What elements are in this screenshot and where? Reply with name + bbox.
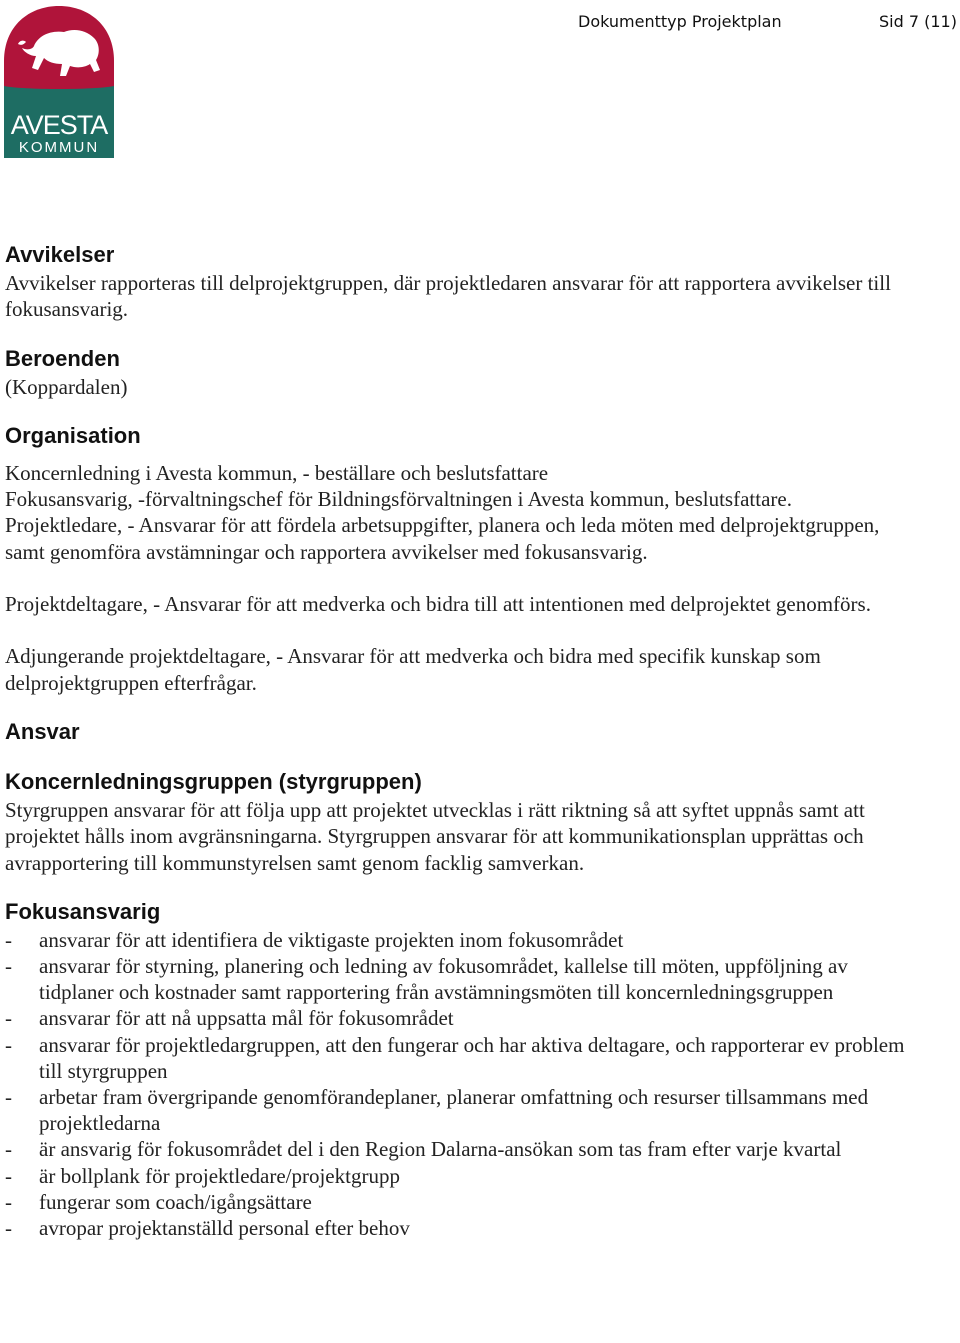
- logo-text-kommun: KOMMUN: [18, 139, 100, 156]
- heading-fokusansvarig: Fokusansvarig: [5, 898, 161, 924]
- list-item: - är bollplank för projektledare/projektgrupp: [5, 1163, 400, 1188]
- avesta-kommun-logo: [4, 6, 114, 158]
- heading-avvikelser: Avvikelser: [5, 242, 115, 267]
- paragraph-koncernledningsgruppen: Styrgruppen ansvarar för att följa upp att projektet utvecklas i rätt riktning så att syftet uppnås samt att projektet hålls inom avgränsningarna. Styrgruppen ansvarar för att kommunikationsplan upprättas och avrapportering till kommunstyrelsen samt genom facklig samverkan.: [5, 797, 865, 875]
- paragraph-organisation-4: Projektdeltagare, - Ansvarar för att medverka och bidra till att intentionen med delprojektet genomförs.: [5, 592, 871, 617]
- list-item: - fungerar som coach/igångsättare: [5, 1189, 312, 1214]
- heading-ansvar: Ansvar: [5, 718, 80, 744]
- list-item: - ansvarar för styrning, planering och ledning av fokusområdet, kallelse till möten, uppföljning av tidplaner och kostnader samt rapportering från avstämningsmöten till koncernledningsgruppen: [5, 954, 848, 1005]
- list-item: - ansvarar för att nå uppsatta mål för fokusområdet: [5, 1006, 454, 1031]
- heading-organisation: Organisation: [5, 422, 141, 448]
- paragraph-beroenden: (Koppardalen): [5, 374, 128, 399]
- document-body: [5, 240, 905, 1241]
- fokusansvarig-list: [5, 927, 905, 1241]
- paragraph-organisation-5: Adjungerande projektdeltagare, - Ansvarar för att medverka och bidra med specifik kunskap som delprojektgruppen efterfrågar.: [5, 644, 821, 695]
- paragraph-organisation-2: Fokusansvarig, -förvaltningschef för Bildningsförvaltningen i Avesta kommun, beslutsfattare.: [5, 487, 792, 512]
- list-item: - arbetar fram övergripande genomförandeplaner, planerar omfattning och resurser tillsammans med projektledarna: [5, 1085, 869, 1136]
- list-item: - avropar projektanställd personal efter behov: [5, 1216, 410, 1241]
- list-item: - är ansvarig för fokusområdet del i den Region Dalarna-ansökan som tas fram efter varje kvartal: [5, 1137, 842, 1162]
- document-type-label: Dokumenttyp Projektplan: [578, 12, 782, 31]
- heading-koncernledningsgruppen: Koncernledningsgruppen (styrgruppen): [5, 768, 422, 794]
- list-item: - ansvarar för projektledargruppen, att den fungerar och har aktiva deltagare, och rapporterar ev problem till styrgruppen: [5, 1032, 905, 1083]
- logo-shield-red-bottom: [4, 72, 114, 89]
- paragraph-organisation-1: Koncernledning i Avesta kommun, - beställare och beslutsfattare: [5, 460, 549, 485]
- paragraph-avvikelser: Avvikelser rapporteras till delprojektgruppen, där projektledaren ansvarar för att rapportera avvikelser till fokusansvarig.: [5, 271, 891, 322]
- heading-beroenden: Beroenden: [5, 345, 120, 371]
- list-item: - ansvarar för att identifiera de viktigaste projekten inom fokusområdet: [5, 927, 624, 952]
- paragraph-organisation-3: Projektledare, - Ansvarar för att fördela arbetsuppgifter, planera och leda möten med delprojektgruppen, samt genomföra avstämningar och rapportera avvikelser med fokusansvarig.: [5, 513, 880, 564]
- page-number: Sid 7 (11): [879, 12, 957, 31]
- logo-text-avesta: AVESTA: [10, 110, 108, 140]
